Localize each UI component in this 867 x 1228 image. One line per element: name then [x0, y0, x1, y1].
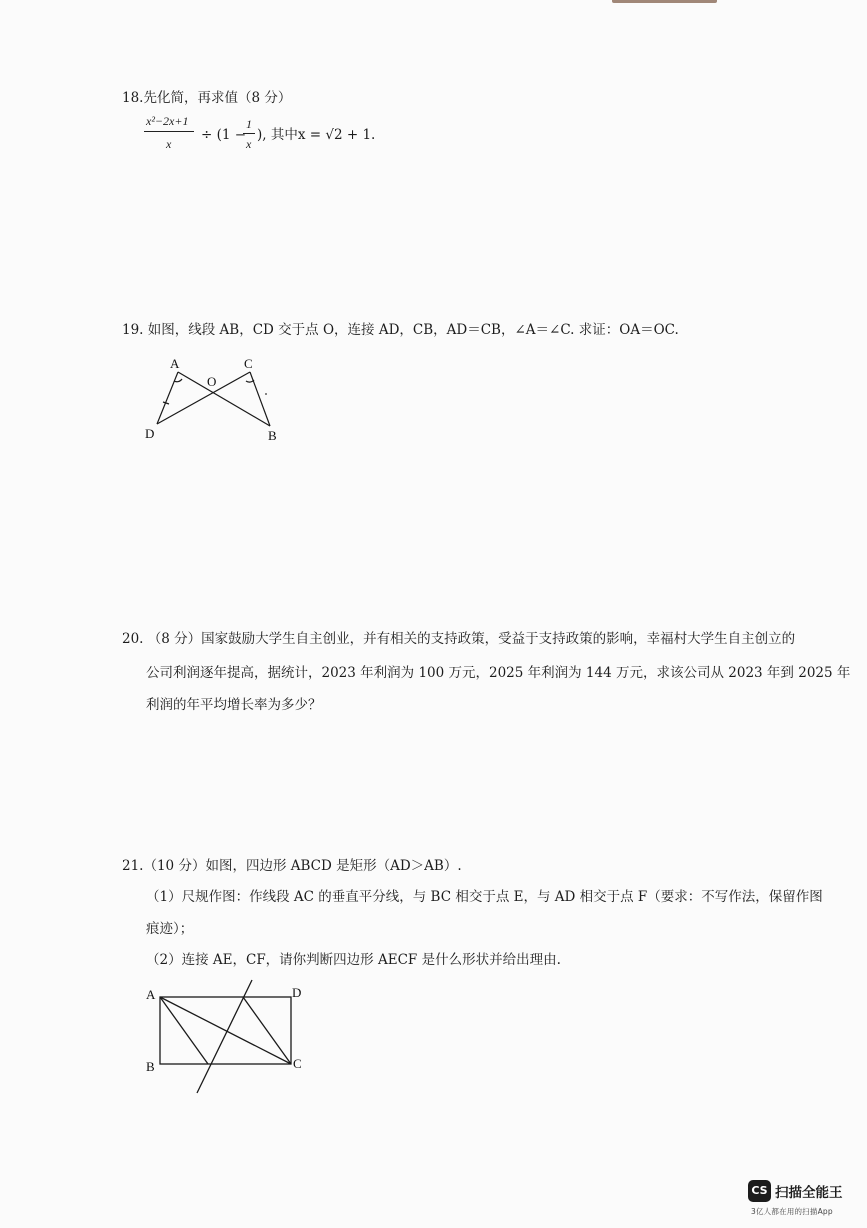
q21-label-C: C [293, 1056, 302, 1071]
q19-label-B: B [268, 428, 277, 443]
page-edge-mark [612, 0, 717, 3]
q21-perpendicular-bisector [197, 980, 252, 1093]
q18-divide-open: ÷ (1 − [201, 127, 247, 143]
q21-label-A: A [146, 987, 156, 1002]
camscanner-watermark [748, 1180, 858, 1220]
q18-heading: 18.先化简，再求值（8 分） [122, 90, 292, 106]
q18-fraction1-denominator: x [166, 137, 172, 151]
q18-fraction1-bar [144, 131, 194, 132]
q19-segment-CB [250, 372, 270, 426]
q21-segment-FC [243, 997, 291, 1064]
q19-label-D: D [145, 426, 155, 441]
q19-tick-AD [163, 402, 169, 404]
q21-label-D: D [292, 985, 302, 1000]
q21-heading: 21.（10 分）如图，四边形 ABCD 是矩形（AD＞AB）. [122, 858, 462, 874]
q19-segment-AB [178, 372, 270, 426]
q18-fraction2-denominator: x [246, 137, 252, 151]
q19-label-C: C [244, 356, 253, 371]
q19-label-A: A [170, 356, 180, 371]
q19-label-O: O [207, 374, 217, 389]
q19-segment-AD [157, 372, 178, 424]
q18-fraction1-numerator: x²−2x+1 [146, 114, 189, 128]
q21-part2: （2）连接 AE，CF，请你判断四边形 AECF 是什么形状并给出理由. [146, 952, 561, 968]
q21-part1-line1: （1）尺规作图：作线段 AC 的垂直平分线，与 BC 相交于点 E，与 AD 相交于点 F（要求：不写作法，保留作图 [146, 889, 823, 905]
q21-diagonal-AC [160, 997, 291, 1064]
q18-condition: ), 其中x = √2 + 1. [257, 127, 376, 143]
q20-line2: 公司利润逐年提高，据统计，2023 年利润为 100 万元，2025 年利润为 144 万元，求该公司从 2023 年到 2025 年 [146, 665, 851, 681]
q18-fraction2-numerator: 1 [246, 117, 252, 131]
camscanner-logo-icon: CS [748, 1180, 771, 1202]
q21-rectangle-ABCD [160, 997, 291, 1064]
q21-part1-line2: 痕迹）； [146, 921, 194, 937]
q19-angle-mark-A [174, 379, 182, 382]
q21-label-B: B [146, 1059, 155, 1074]
q21-segment-AE [160, 997, 208, 1064]
q18-fraction2-bar [243, 133, 255, 134]
q19-segment-CD [157, 372, 250, 424]
q19-text: 19. 如图，线段 AB，CD 交于点 O，连接 AD，CB，AD＝CB，∠A＝∠C. 求证：OA＝OC. [122, 322, 679, 338]
q20-line1: 20. （8 分）国家鼓励大学生自主创业，并有相关的支持政策，受益于支持政策的影响，幸福村大学生自主创立的 [122, 631, 796, 647]
q20-line3: 利润的年平均增长率为多少？ [146, 697, 322, 713]
camscanner-name: 扫描全能王 [775, 1185, 843, 1201]
camscanner-tagline: 3亿人都在用的扫描App [751, 1207, 833, 1216]
q19-angle-mark-C [246, 380, 254, 382]
q19-tick-CB [265, 393, 267, 395]
